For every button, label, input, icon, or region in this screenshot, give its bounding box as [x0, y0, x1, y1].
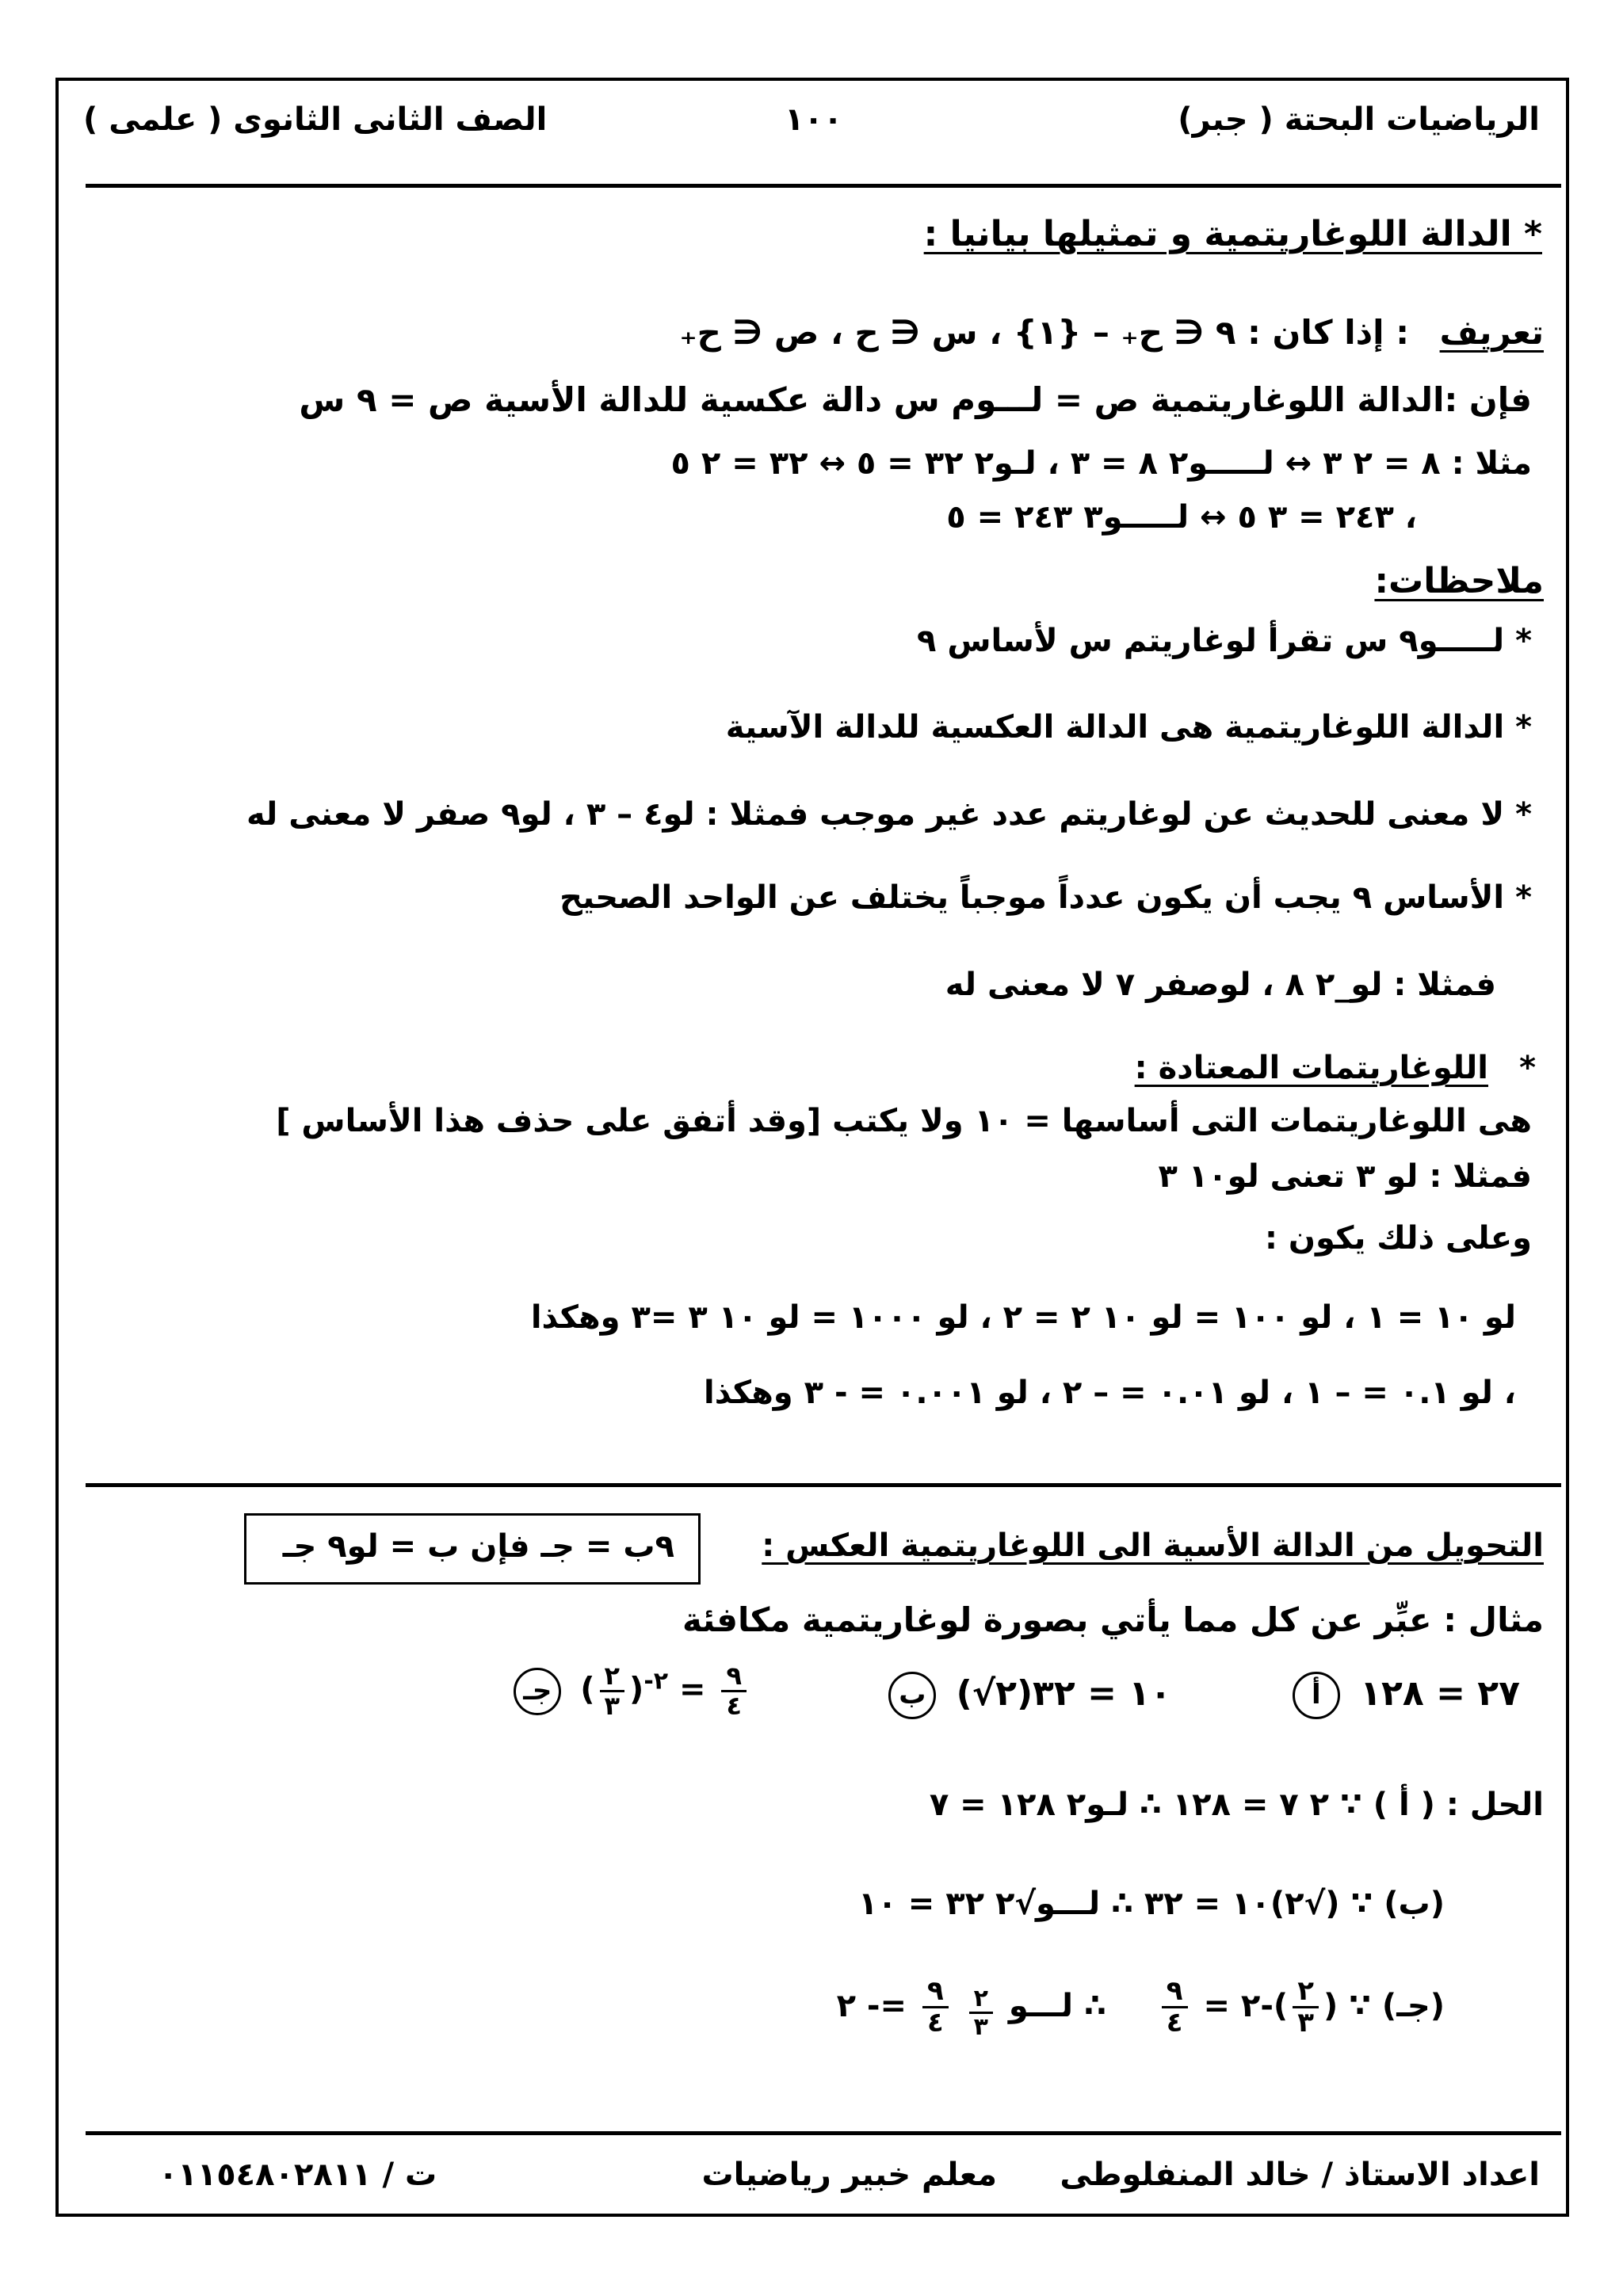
header-grade: الصف الثانى الثانوى ( علمى ): [83, 101, 548, 138]
example-a-label: أ: [1293, 1672, 1340, 1719]
common-logs-line-5: ، لو ٠.١ = – ١ ، لو ٠.٠١ = – ٢ ، لو ٠.٠٠١ = - ٣ وهكذا: [703, 1375, 1516, 1411]
notes-title: ملاحظات:: [1374, 561, 1544, 601]
common-logs-star: *: [1519, 1050, 1536, 1086]
footer-role: معلم خبير رياضيات: [701, 2157, 997, 2193]
example-c: جـ ( $\frac{٢}{٣}$ )$^{-٢}$ = $\frac{٩}{٤}$: [506, 1662, 751, 1720]
common-logs-line-4: لو ١٠ = ١ ، لو ١٠٠ = لو ١٠ ٢ = ٢ ، لو ١٠٠٠ = لو ١٠ ٣ =٣ وهكذا: [530, 1299, 1516, 1336]
example-c-rhs-fraction: $\frac{٩}{٤}$: [721, 1662, 747, 1720]
note-3: * لا معنى للحديث عن لوغاريتم عدد غير موجب فمثلا : لو٤ – ٣ ، لو٩ صفر لا معنى له: [246, 796, 1532, 833]
common-logs-line-1: هى اللوغاريتمات التى أساسها = ١٠ ولا يكتب [وقد أتفق على حذف هذا الأساس ]: [276, 1103, 1532, 1139]
example-line-1: مثلا : ٨ = ٢ ٣ ↔ لـــــو٢ ٨ = ٣ ، لـو٢ ٣٢ = ٥ ↔ ٣٢ = ٢ ٥: [670, 445, 1532, 482]
note-4: * الأساس ٩ يجب أن يكون عدداً موجباً يختلف عن الواحد الصحيح: [559, 879, 1532, 916]
definition-then: فإن :الدالة اللوغاريتمية ص = لـــوم س دالة عكسية للدالة الأسية ص = ٩ س: [299, 380, 1532, 419]
header-divider: [86, 184, 1561, 188]
footer-phone: ت / ٠١١٥٤٨٠٢٨١١: [158, 2157, 437, 2193]
example-c-label: جـ: [514, 1668, 561, 1715]
example-a-expr: ٢٧ = ١٢٨: [1360, 1673, 1520, 1714]
conversion-rule-text: ٩ب = جـ فإن ب = لو٩ جـ: [282, 1528, 674, 1565]
footer-divider: [86, 2131, 1561, 2135]
example-a: [1285, 1672, 1520, 1719]
conversion-title: التحويل من الدالة الأسية الى اللوغاريتمية العكس :: [762, 1527, 1544, 1564]
note-5: فمثلا : لو_٢ ٨ ، لوصفر ٧ لا معنى له: [945, 967, 1496, 1003]
solution-b: (ب) ∵ (√٢)١٠ = ٣٢ ∴ لـــو√٢ ٣٢ = ١٠: [857, 1886, 1445, 1922]
solution-c-log-base: $\frac{٢}{٣}$: [969, 1985, 993, 2040]
example-b: [880, 1672, 1171, 1719]
mid-divider: [86, 1483, 1561, 1487]
header-subject: الرياضيات البحتة ( جبر): [1178, 101, 1540, 138]
solution-c-therefore: ∴ لـــو: [1008, 1987, 1106, 2024]
common-logs-line-3: وعلى ذلك يكون :: [1264, 1220, 1532, 1257]
common-logs-title: اللوغاريتمات المعتادة :: [1134, 1050, 1488, 1086]
example-intro: مثال : عبِّر عن كل مما يأتي بصورة لوغاريتمية مكافئة: [682, 1600, 1544, 1639]
definition-line: : إذا كان : ٩ ∈ ح₊ – {١} ، س ∈ ح ، ص ∈ ح₊: [679, 313, 1409, 352]
footer-author: اعداد الاستاذ / خالد المنفلوطى: [1060, 2157, 1540, 2193]
example-c-base-fraction: $\frac{٢}{٣}$: [600, 1662, 625, 1720]
solution-c-rhs-fraction: $\frac{٩}{٤}$: [1162, 1977, 1188, 2039]
section-title: * الدالة اللوغاريتمية و تمثيلها بيانيا :: [923, 214, 1542, 254]
example-b-label: ب: [888, 1672, 936, 1719]
example-b-expr: (√٢)١٠ = ٣٢: [956, 1673, 1171, 1714]
solution-c-result: =- ٢: [836, 1987, 907, 2024]
definition-label: تعريف: [1439, 313, 1544, 352]
page-number: ١٠٠: [785, 101, 843, 138]
solution-c: (جـ) ∵ ( $\frac{٢}{٣}$ )-٢ = $\frac{٩}{٤}$ ∴ لـــو $\frac{٢}{٣}$ $\frac{٩}{٤}$ =- ٢: [836, 1975, 1445, 2041]
example-c-power: -٢: [643, 1667, 669, 1695]
note-1: * لـــــو٩ س تقرأ لوغاريتم س لأساس ٩: [916, 623, 1532, 659]
solution-a: الحل : ( أ ) ∵ ٢ ٧ = ١٢٨ ∴ لـو٢ ١٢٨ = ٧: [929, 1787, 1544, 1823]
solution-c-base-fraction: $\frac{٢}{٣}$: [1293, 1977, 1319, 2039]
common-logs-line-2: فمثلا : لو ٣ تعنى لو١٠ ٣: [1158, 1158, 1532, 1195]
note-2: * الدالة اللوغاريتمية هى الدالة العكسية للدالة الآسية: [725, 709, 1532, 746]
conversion-rule-box: [244, 1513, 701, 1585]
solution-c-log-arg: $\frac{٩}{٤}$: [922, 1977, 949, 2039]
example-line-2: ، ٢٤٣ = ٣ ٥ ↔ لـــــو٣ ٢٤٣ = ٥: [946, 499, 1417, 536]
